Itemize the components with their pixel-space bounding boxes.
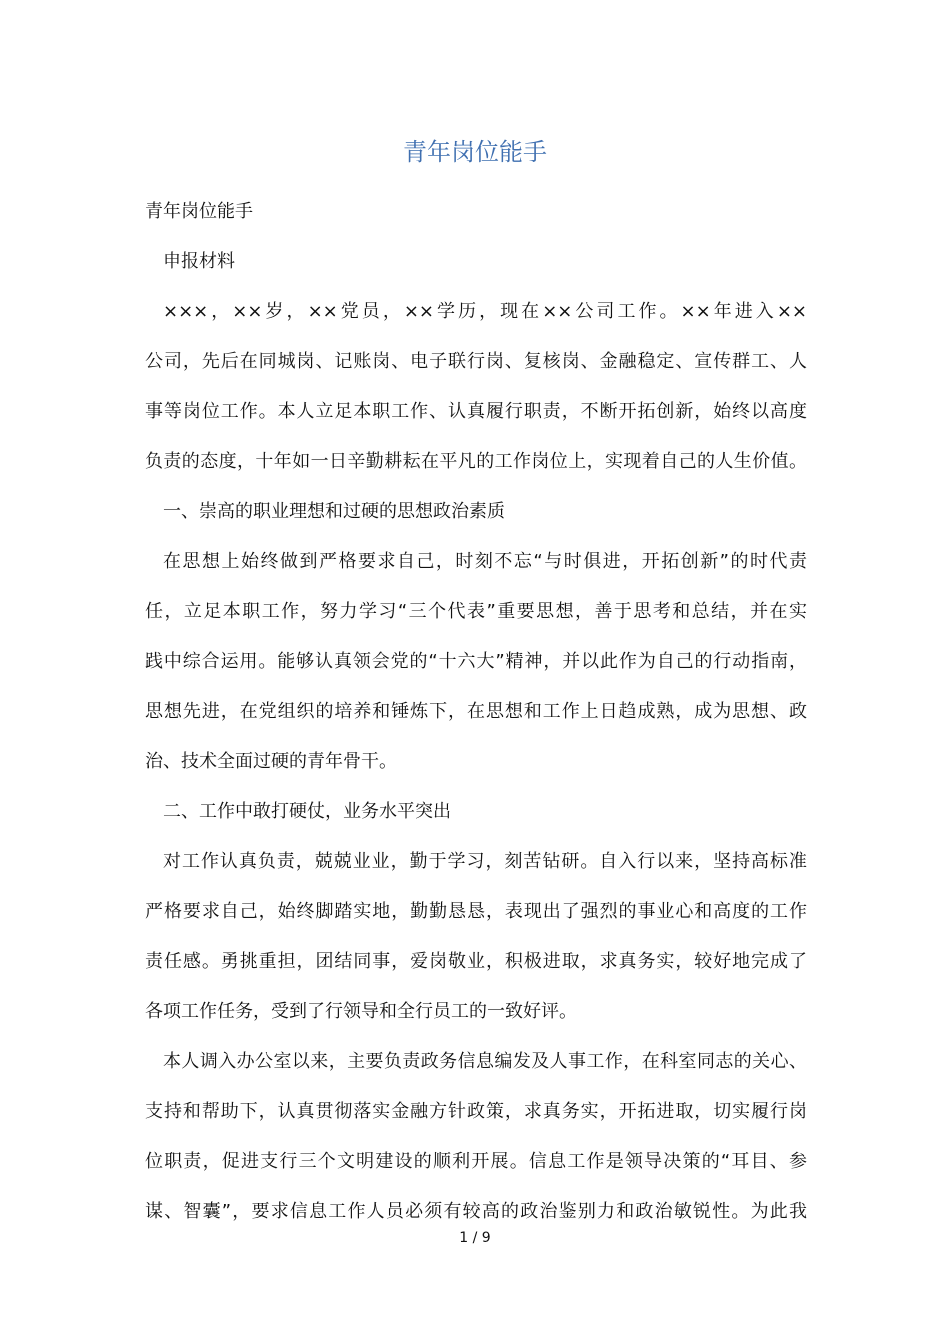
section-heading: 一、崇高的职业理想和过硬的思想政治素质 — [163, 501, 505, 522]
body-line: 青年岗位能手 — [145, 201, 253, 222]
body-line: ×××，××岁，××党员，××学历，现在××公司工作。××年进入×× — [163, 301, 807, 322]
body-line: 负责的态度，十年如一日辛勤耕耘在平凡的工作岗位上，实现着自己的人生价值。 — [145, 451, 807, 472]
body-line: 责任感。勇挑重担，团结同事，爱岗敬业，积极进取，求真务实，较好地完成了 — [145, 951, 807, 972]
body-line: 位职责，促进支行三个文明建设的顺利开展。信息工作是领导决策的“耳目、参 — [145, 1151, 807, 1172]
body-line: 严格要求自己，始终脚踏实地，勤勤恳恳，表现出了强烈的事业心和高度的工作 — [145, 901, 807, 922]
body-line: 公司，先后在同城岗、记账岗、电子联行岗、复核岗、金融稳定、宣传群工、人 — [145, 351, 807, 372]
document-body — [145, 187, 807, 1237]
body-line: 各项工作任务，受到了行领导和全行员工的一致好评。 — [145, 1001, 577, 1022]
body-line: 任，立足本职工作，努力学习“三个代表”重要思想，善于思考和总结，并在实 — [145, 601, 807, 622]
body-line: 思想先进，在党组织的培养和锤炼下，在思想和工作上日趋成熟，成为思想、政 — [145, 701, 807, 722]
body-line: 对工作认真负责，兢兢业业，勤于学习，刻苦钻研。自入行以来，坚持高标准 — [163, 851, 807, 872]
body-line: 申报材料 — [163, 251, 235, 272]
body-line: 本人调入办公室以来，主要负责政务信息编发及人事工作，在科室同志的关心、 — [163, 1051, 807, 1072]
document-title: 青年岗位能手 — [403, 138, 547, 166]
page-number: 1 / 9 — [459, 1230, 491, 1246]
body-line: 治、技术全面过硬的青年骨干。 — [145, 751, 397, 772]
section-heading: 二、工作中敢打硬仗，业务水平突出 — [163, 801, 451, 822]
body-line: 在思想上始终做到严格要求自己，时刻不忘“与时俱进，开拓创新”的时代责 — [163, 551, 807, 572]
body-line: 支持和帮助下，认真贯彻落实金融方针政策，求真务实，开拓进取，切实履行岗 — [145, 1101, 807, 1122]
body-line: 践中综合运用。能够认真领会党的“十六大”精神，并以此作为自己的行动指南， — [145, 651, 807, 672]
body-line: 事等岗位工作。本人立足本职工作、认真履行职责，不断开拓创新，始终以高度 — [145, 401, 807, 422]
body-line: 谋、智囊”，要求信息工作人员必须有较高的政治鉴别力和政治敏锐性。为此我 — [145, 1201, 807, 1222]
